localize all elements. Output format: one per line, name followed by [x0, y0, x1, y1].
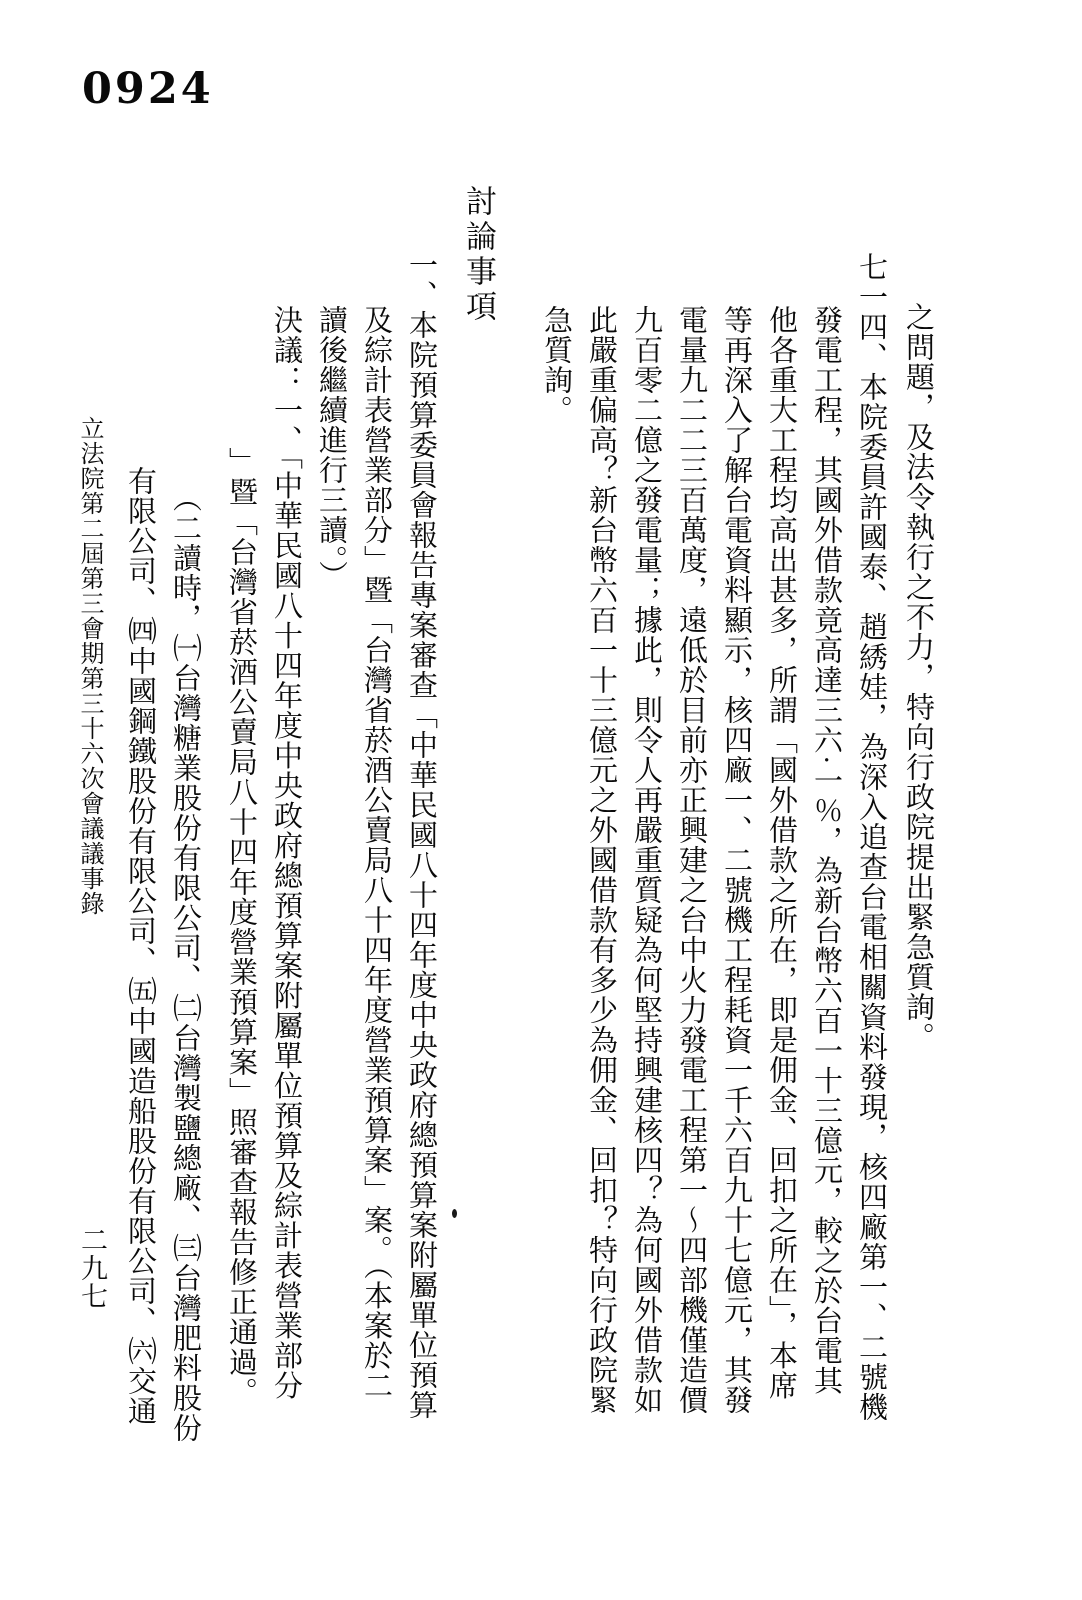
interpellation-line-4: 他各重大工程均高出甚多，所謂「國外借款之所在，即是佣金、回扣之所在」，本席	[765, 305, 797, 1401]
discussion-line-2: 及綜計表營業部分」暨「台灣省菸酒公賣局八十四年度營業預算案」案。（本案於二	[360, 305, 392, 1401]
discussion-resolution-line-2: 」暨「台灣省菸酒公賣局八十四年度營業預算案」照審查報告修正通過。	[225, 447, 257, 1407]
interpellation-line-9: 急質詢。	[540, 305, 572, 425]
discussion-line-1: 一、本院預算委員會報告專案審查「中華民國八十四年度中央政府總預算案附屬單位預算	[405, 250, 437, 1420]
discussion-note-line-2: 有限公司、㈣中國鋼鐵股份有限公司、㈤中國造船股份有限公司、㈥交通	[124, 466, 156, 1426]
interpellation-line-8: 此嚴重偏高？新台幣六百一十三億元之外國借款有多少為佣金、回扣？特向行政院緊	[585, 305, 617, 1415]
discussion-line-3: 讀後繼續進行三讀。）	[315, 305, 347, 591]
interpellation-line-7: 九百零二億之發電量；據此，則令人再嚴重質疑為何堅持興建核四？為何國外借款如	[630, 305, 662, 1415]
scan-artifact-mark	[452, 1209, 457, 1218]
document-title-sidebar: 立法院第二屆第三會期第三十六次會議議事錄	[76, 416, 102, 916]
interpellation-line-5: 等再深入了解台電資料顯示，核四廠一、二號機工程耗資一千六百九十七億元，其發	[720, 305, 752, 1415]
discussion-note-line-1: （二讀時，㈠台灣糖業股份有限公司、㈡台灣製鹽總廠、㈢台灣肥料股份	[169, 483, 201, 1443]
section-heading-discussion-items: 討論事項	[461, 185, 496, 325]
interpellation-line-1: 之問題，及法令執行之不力，特向行政院提出緊急質詢。	[902, 302, 934, 1052]
interpellation-line-2: 七一四、本院委員許國泰、趙綉娃，為深入追查台電相關資料發現，核四廠第一、二號機	[855, 252, 887, 1422]
interpellation-line-3: 發電工程，其國外借款竟高達三六·一％，為新台幣六百一十三億元，較之於台電其	[810, 305, 842, 1396]
page-number: 二九七	[77, 1226, 107, 1310]
interpellation-line-6: 電量九二二三百萬度，遠低於目前亦正興建之台中火力發電工程第一～四部機僅造價	[675, 305, 707, 1415]
discussion-resolution-line-1: 決議：一、「中華民國八十四年度中央政府總預算案附屬單位預算及綜計表營業部分	[270, 305, 302, 1401]
page-stamp-number: 0924	[82, 64, 214, 114]
